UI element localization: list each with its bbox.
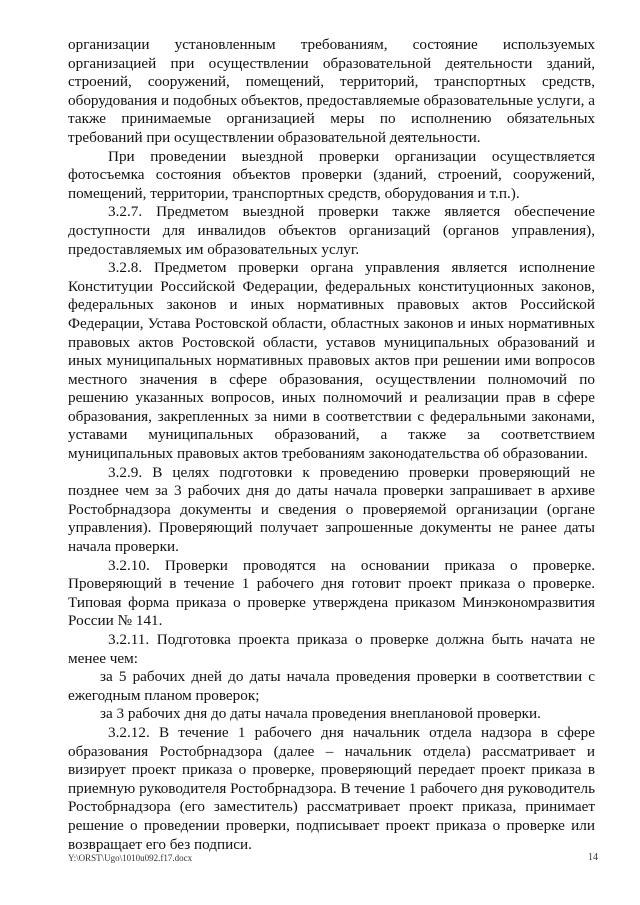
list-item-unscheduled: за 3 рабочих дня до даты начала проведения внеплановой проверки. — [100, 705, 541, 723]
page-number: 14 — [588, 852, 598, 863]
paragraph-3-2-7: 3.2.7. Предметом выездной проверки также является обеспечение доступности для инвалидов объектов организаций (органов управления), предоставляемых им образовательных услуг. — [68, 203, 595, 258]
paragraph-3-2-10: 3.2.10. Проверки проводятся на основании приказа о проверке. Проверяющий в течение 1 рабочего дня готовит проект приказа о проверке. Типовая форма приказа о проверке утверждена приказом Минэкономразвития России № 141. — [68, 556, 595, 630]
footer-file-path: Y:\ORST\Ugo\1010u092.f17.docx — [68, 853, 193, 863]
document-body — [68, 36, 595, 854]
paragraph-photo-recording: При проведении выездной проверки организации осуществляется фотосъемка состояния объектов проверки (зданий, строений, сооружений, помещений, территории, транспортных средств, оборудования и т.п.). — [68, 147, 595, 202]
paragraph-3-2-11: 3.2.11. Подготовка проекта приказа о проверке должна быть начата не менее чем: — [68, 631, 595, 667]
paragraph-3-2-9: 3.2.9. В целях подготовки к проведению проверки проверяющий не позднее чем за 3 рабочих дня до даты начала проверки запрашивает в архиве Ростобрнадзора документы и сведения о проверяемой организации (органе управления). Проверяющий получает запрошенные документы не ранее даты начала проверки. — [68, 463, 595, 556]
paragraph-3-2-12: 3.2.12. В течение 1 рабочего дня начальник отдела надзора в сфере образования Ростобрнадзора (далее – начальник отдела) рассматривает и визирует проект приказа о проверке, проверяющий передает проект приказа в приемную руководителя Ростобрнадзора. В течение 1 рабочего дня руководитель Ростобрнадзора (его заместитель) рассматривает проект приказа, принимает решение о проведении проверки, подписывает проект приказа о проверке или возвращает его без подписи. — [68, 723, 595, 853]
paragraph-3-2-8: 3.2.8. Предметом проверки органа управления является исполнение Конституции Российской Федерации, федеральных конституционных законов, федеральных законов и иных нормативных правовых актов Российской Федерации, Устава Ростовской области, областных законов и иных нормативных правовых актов Ростовской области, уставов муниципальных образований и иных муниципальных нормативных правовых актов при решении ими вопросов местного значения в сфере образования, осуществлении полномочий по решению указанных вопросов, иных полномочий и реализации прав в сфере образования, закрепленных за ними в соответствии с федеральными законами, уставами муниципальных образований, а также за соответствием муниципальных правовых актов требованиям законодательства об образовании. — [68, 259, 595, 463]
paragraph-continuation: организации установленным требованиям, состояние используемых организацией при осуществлении образовательной деятельности зданий, строений, сооружений, помещений, территорий, транспортных средств, оборудования и подобных объектов, предоставляемые образовательные услуги, а также принимаемые организацией меры по исполнению обязательных требований при осуществлении образовательной деятельности. — [68, 36, 595, 146]
list-item-planned: за 5 рабочих дней до даты начала проведения проверки в соответствии с ежегодным планом проверок; — [68, 668, 595, 704]
